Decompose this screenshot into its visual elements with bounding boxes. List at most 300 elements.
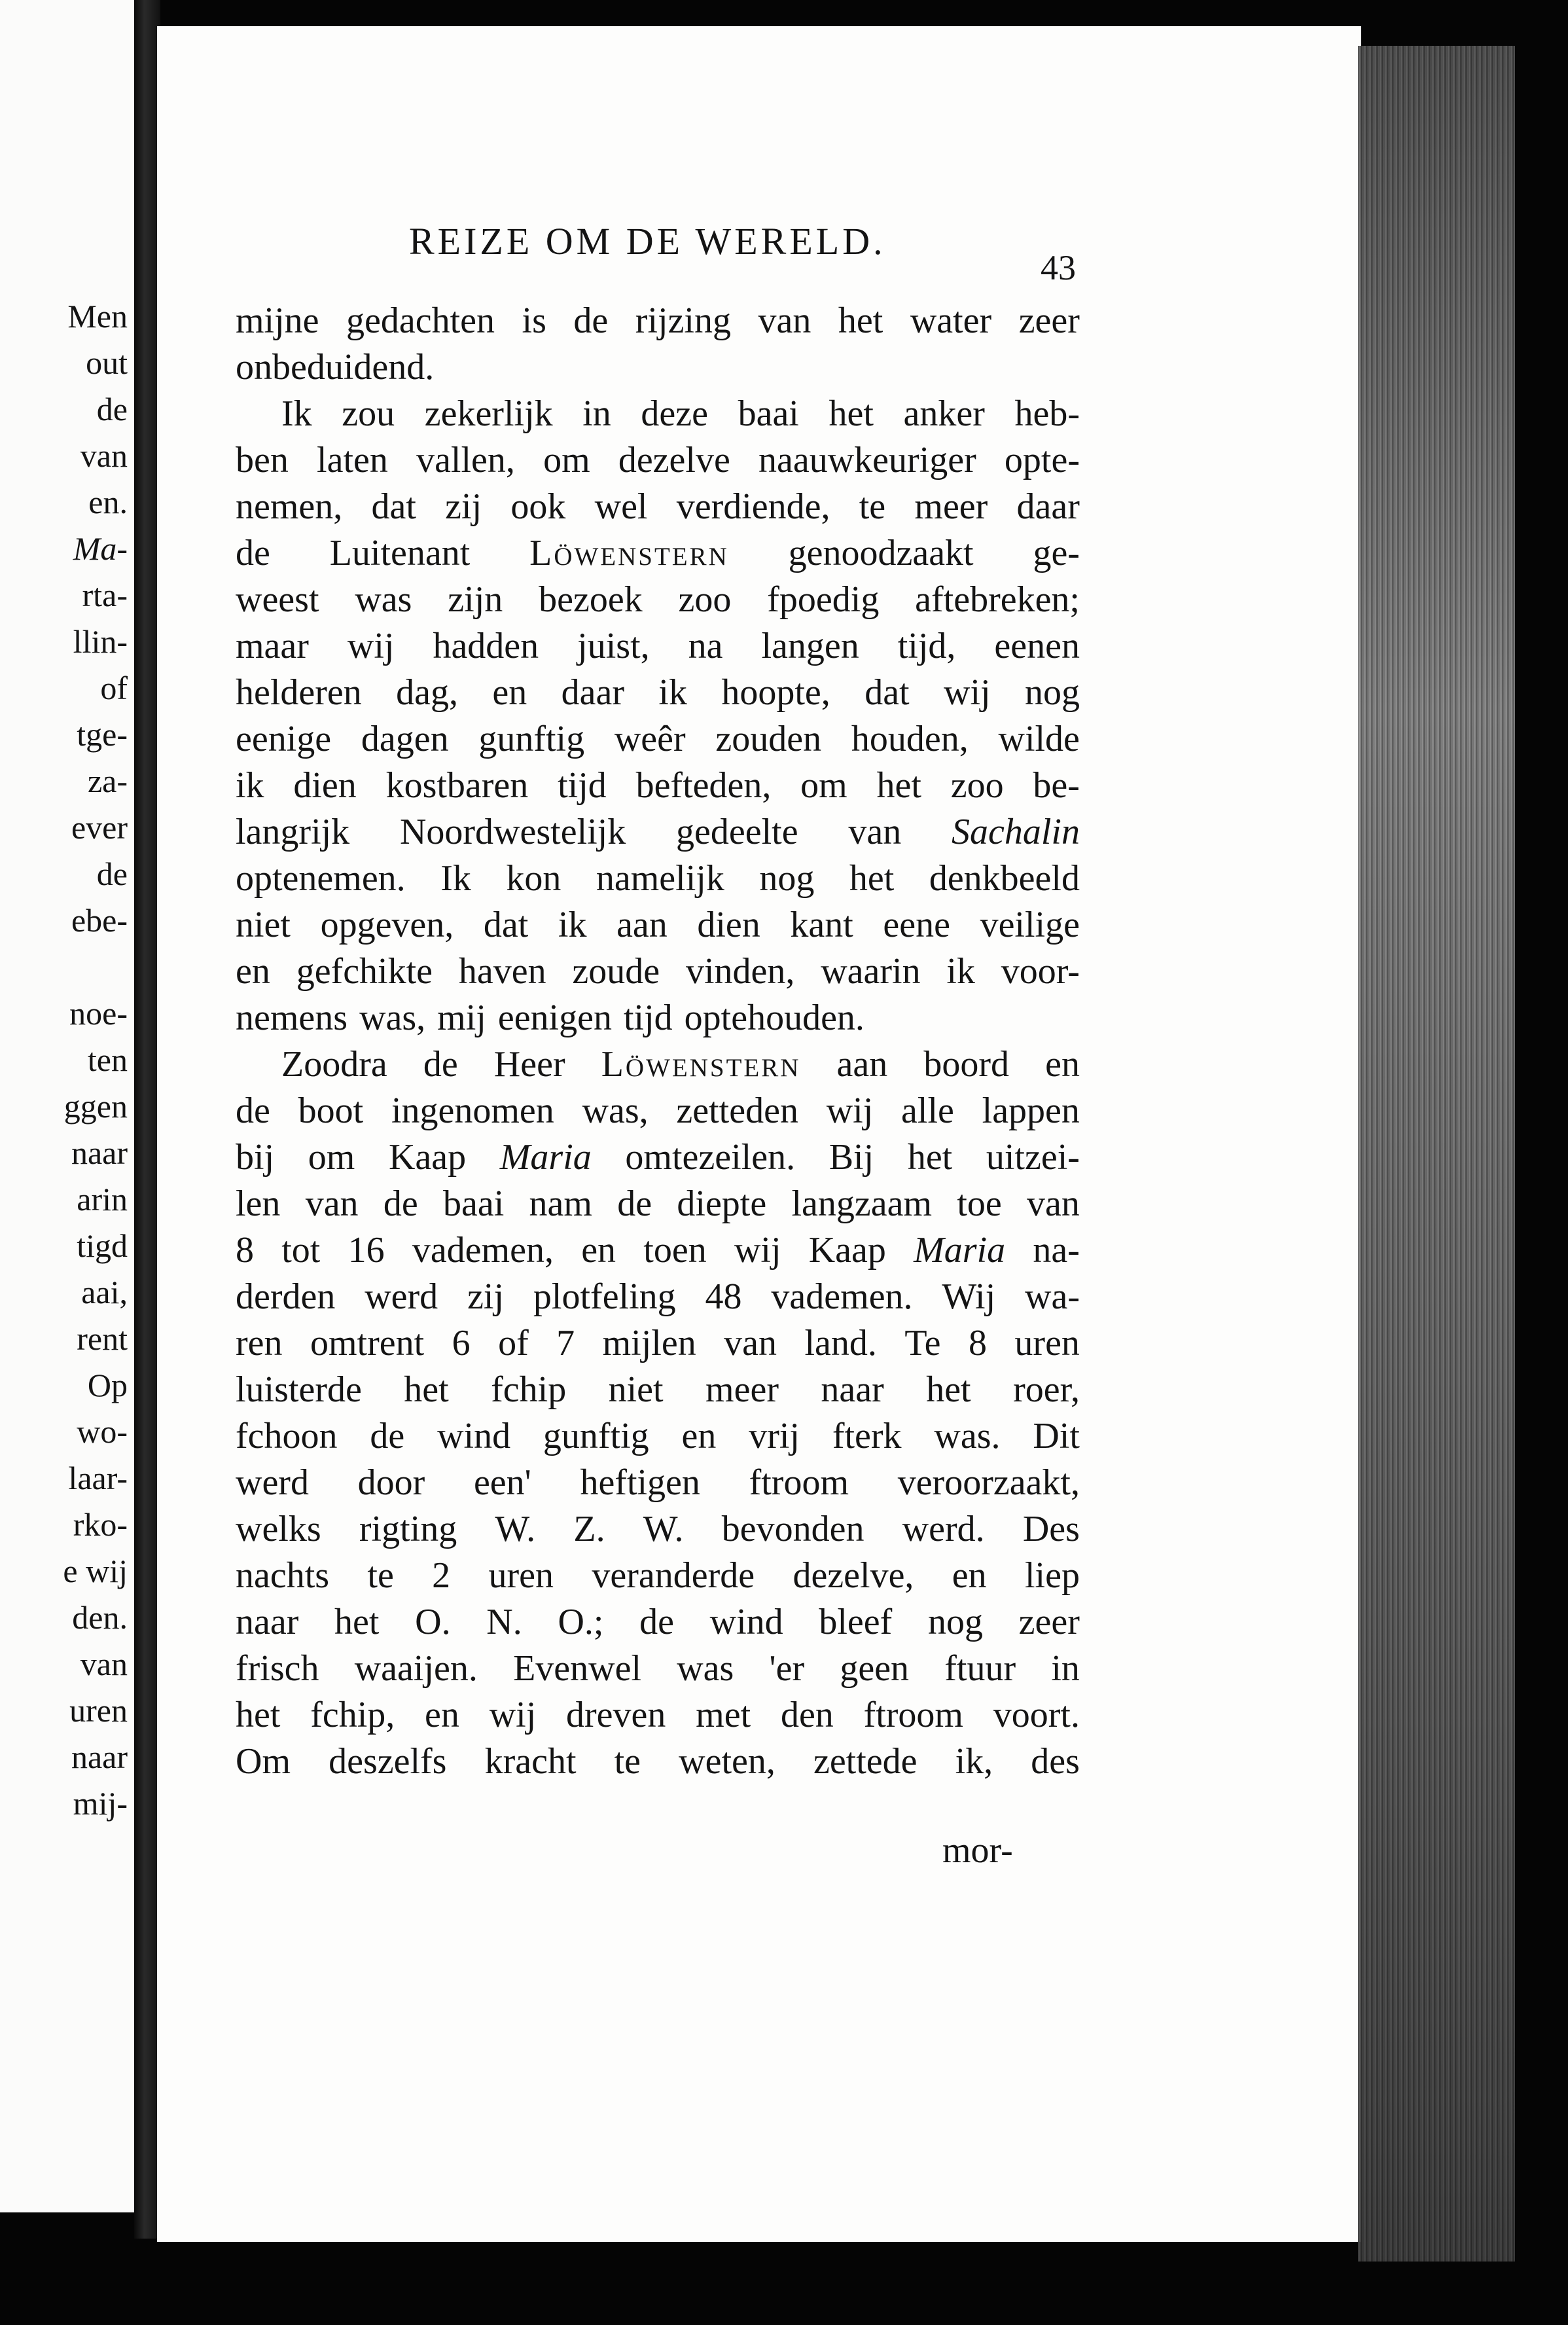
catchword: mor- <box>942 1830 1013 1871</box>
word: en <box>1045 1044 1080 1085</box>
page-edges <box>1358 46 1515 2262</box>
word: voort. <box>993 1695 1080 1735</box>
facing-page-line <box>63 944 128 990</box>
word: kracht <box>484 1741 577 1782</box>
word: Zoodra <box>281 1044 387 1085</box>
text-line <box>236 391 1080 437</box>
word: uitzei- <box>986 1137 1080 1178</box>
word: kostbaren <box>385 765 529 806</box>
word: was <box>677 1648 734 1689</box>
text-line <box>236 1413 1080 1460</box>
word: de <box>573 300 609 341</box>
word: toe <box>957 1183 1002 1224</box>
word: geen <box>840 1648 910 1689</box>
word: wel <box>594 486 648 527</box>
word: nog <box>927 1602 983 1642</box>
word: ik <box>558 905 587 945</box>
facing-page-line: ten <box>87 1041 128 1078</box>
word: optenemen. <box>236 858 406 899</box>
word: vinden, <box>685 951 795 992</box>
word: na- <box>1033 1230 1080 1271</box>
word: ren <box>236 1323 283 1363</box>
word: waarin <box>821 951 921 992</box>
text-line <box>236 1041 1080 1088</box>
text-line <box>236 902 1080 948</box>
word: daar <box>1016 486 1080 527</box>
word: langen <box>761 626 859 666</box>
word: in <box>1051 1648 1080 1689</box>
facing-page-line: naar <box>71 1739 128 1775</box>
word: hoopte, <box>721 672 830 713</box>
facing-page-line: mij- <box>73 1785 128 1822</box>
text-line <box>236 995 1080 1041</box>
word: zouden <box>715 719 822 759</box>
facing-page-line: aai, <box>81 1274 128 1310</box>
text-line <box>236 344 1080 391</box>
word: 48 <box>705 1276 742 1317</box>
word: befteden, <box>635 765 772 806</box>
facing-page-line: ever <box>71 809 128 846</box>
word: ftroom <box>863 1695 963 1735</box>
word: lappen <box>982 1090 1080 1131</box>
word: helderen <box>236 672 362 713</box>
word: wind <box>437 1416 511 1456</box>
word: wij <box>489 1695 537 1735</box>
word: zijn <box>448 579 503 620</box>
facing-page-line: Ma- <box>73 530 128 567</box>
text-line <box>236 809 1080 856</box>
word: kon <box>506 858 561 899</box>
word: gefchikte <box>296 951 433 992</box>
word: Om <box>236 1741 291 1782</box>
word: het <box>838 300 883 341</box>
word: bevonden <box>721 1509 864 1549</box>
word: dag, <box>396 672 459 713</box>
word: des <box>1031 1741 1080 1782</box>
word: door <box>357 1462 425 1503</box>
word: om <box>543 440 590 480</box>
word: gunftig <box>543 1416 649 1456</box>
word: en <box>492 672 527 713</box>
word: van <box>758 300 811 341</box>
text-line <box>236 1181 1080 1227</box>
word: omtrent <box>310 1323 425 1363</box>
word: zou <box>342 393 395 434</box>
word: optehouden. <box>684 998 864 1038</box>
word: haven <box>458 951 546 992</box>
word: 2 <box>432 1555 451 1596</box>
facing-page-line: rko- <box>73 1506 128 1543</box>
facing-page-line: of <box>100 670 128 706</box>
word: N. <box>486 1602 522 1642</box>
word: ben <box>236 440 289 480</box>
word: be- <box>1033 765 1080 806</box>
word: liep <box>1024 1555 1080 1596</box>
word: om <box>308 1137 355 1178</box>
word: boot <box>298 1090 364 1131</box>
word: gunftig <box>478 719 585 759</box>
text-line <box>236 670 1080 716</box>
word: de <box>370 1416 405 1456</box>
word: wind <box>709 1602 783 1642</box>
text-line <box>236 1599 1080 1646</box>
word: fchip <box>491 1369 567 1410</box>
word: 8 <box>968 1323 987 1363</box>
word: ik, <box>955 1741 993 1782</box>
word: heb- <box>1014 393 1080 434</box>
word: was <box>355 579 412 620</box>
text-line <box>236 1646 1080 1692</box>
word: veroorzaakt, <box>897 1462 1080 1503</box>
word: werd. <box>902 1509 985 1549</box>
facing-page-line: tigd <box>77 1227 128 1264</box>
facing-page <box>0 0 134 2212</box>
word: ge- <box>1033 533 1080 573</box>
word: vademen, <box>412 1230 554 1271</box>
word: Kaap <box>388 1137 467 1178</box>
word: een' <box>473 1462 531 1503</box>
word: dat <box>483 905 529 945</box>
word: was. <box>934 1416 1001 1456</box>
word: Ik <box>440 858 471 899</box>
word: te <box>367 1555 394 1596</box>
word: en <box>681 1416 717 1456</box>
word: was, <box>582 1090 649 1131</box>
facing-page-line: out <box>86 344 128 381</box>
word: van <box>305 1183 359 1224</box>
word: Te <box>904 1323 941 1363</box>
word: en <box>581 1230 616 1271</box>
word: naar <box>821 1369 884 1410</box>
word: het <box>334 1602 380 1642</box>
word: genoodzaakt <box>788 533 974 573</box>
facing-page-line: van <box>80 1646 128 1682</box>
word: O.; <box>558 1602 604 1642</box>
word: het <box>876 765 921 806</box>
word: langzaam <box>791 1183 933 1224</box>
word: weêr <box>614 719 686 759</box>
word: uren <box>1014 1323 1080 1363</box>
word: te <box>859 486 886 527</box>
page-number: 43 <box>1041 248 1076 287</box>
facing-page-line: laar- <box>68 1460 128 1496</box>
word: nemens <box>236 998 348 1038</box>
word: 6 <box>452 1323 471 1363</box>
text-line <box>236 1692 1080 1739</box>
word: naar <box>236 1602 299 1642</box>
facing-page-line: rent <box>77 1320 128 1357</box>
word: opte- <box>1004 440 1080 480</box>
word: denkbeeld <box>929 858 1080 899</box>
text-line <box>236 1320 1080 1367</box>
word: boord <box>923 1044 1009 1085</box>
word: zij <box>445 486 482 527</box>
word: ftroom <box>749 1462 849 1503</box>
word: niet <box>236 905 291 945</box>
word: diepte <box>677 1183 767 1224</box>
word: ik <box>236 765 264 806</box>
word: deze <box>641 393 708 434</box>
word: van <box>848 812 902 852</box>
word: O. <box>415 1602 451 1642</box>
word: en <box>236 951 270 992</box>
word: roer, <box>1013 1369 1080 1410</box>
word: het <box>907 1137 953 1178</box>
word: na <box>688 626 723 666</box>
facing-page-line: ggen <box>63 1088 128 1125</box>
word: deszelfs <box>329 1741 447 1782</box>
word: fchoon <box>236 1416 338 1456</box>
body-text <box>236 298 1080 1785</box>
word: veilige <box>980 905 1080 945</box>
text-line <box>236 1506 1080 1553</box>
book-gutter <box>134 0 160 2239</box>
word: dezelve <box>618 440 730 480</box>
word: mij <box>437 998 486 1038</box>
word: derden <box>236 1276 336 1317</box>
word: de <box>617 1183 652 1224</box>
word: waaijen. <box>354 1648 478 1689</box>
word: vallen, <box>416 440 515 480</box>
word: toen <box>643 1230 707 1271</box>
word: wij <box>826 1090 874 1131</box>
running-head: REIZE OM DE WERELD. <box>409 220 886 262</box>
word: ftuur <box>944 1648 1016 1689</box>
word: namelijk <box>596 858 724 899</box>
word: Noordwestelijk <box>399 812 626 852</box>
word: luisterde <box>236 1369 362 1410</box>
word: rijzing <box>635 300 731 341</box>
word: nog <box>759 858 815 899</box>
facing-page-line: arin <box>77 1181 128 1217</box>
word: rigting <box>359 1509 457 1549</box>
word: wij <box>734 1230 781 1271</box>
facing-page-line: rta- <box>82 577 128 613</box>
word: het <box>849 858 895 899</box>
text-line <box>236 577 1080 623</box>
word: werd <box>365 1276 438 1317</box>
facing-page-line: ebe- <box>71 902 128 939</box>
word: werd <box>236 1462 309 1503</box>
word: of <box>498 1323 529 1363</box>
text-line <box>236 1367 1080 1413</box>
word: Löwenstern <box>529 533 729 573</box>
word: het <box>926 1369 971 1410</box>
word: was, <box>359 998 426 1038</box>
word: baai <box>738 393 799 434</box>
word: nog <box>1024 672 1080 713</box>
facing-page-line: den. <box>72 1599 128 1636</box>
word: Des <box>1022 1509 1080 1549</box>
word: Wij <box>942 1276 996 1317</box>
facing-page-line: de <box>96 391 128 427</box>
word: zettede <box>813 1741 918 1782</box>
word: nemen, <box>236 486 343 527</box>
word: wij <box>347 626 395 666</box>
word: dagen <box>361 719 449 759</box>
word: dien <box>697 905 760 945</box>
word: onbeduidend. <box>236 347 435 388</box>
word: nachts <box>236 1555 330 1596</box>
word: meer <box>914 486 988 527</box>
word: dezelve, <box>793 1555 914 1596</box>
word: dreven <box>566 1695 666 1735</box>
word: Z. <box>573 1509 605 1549</box>
word: zoude <box>572 951 660 992</box>
word: naauwkeuriger <box>758 440 976 480</box>
word: Luitenant <box>329 533 471 573</box>
word: tijd, <box>897 626 956 666</box>
word: zeer <box>1018 1602 1080 1642</box>
word: en <box>952 1555 987 1596</box>
word: Ik <box>281 393 312 434</box>
word: zoo <box>950 765 1004 806</box>
facing-page-line: za- <box>87 763 128 799</box>
text-line <box>236 716 1080 763</box>
word: zetteden <box>676 1090 798 1131</box>
word: uren <box>488 1555 554 1596</box>
word: len <box>236 1183 281 1224</box>
word: aftebreken; <box>915 579 1080 620</box>
word: bleef <box>819 1602 893 1642</box>
word: 16 <box>347 1230 385 1271</box>
facing-page-line: tge- <box>77 716 128 753</box>
word: plotfeling <box>533 1276 676 1317</box>
word: fpoedig <box>767 579 880 620</box>
word: eenige <box>236 719 332 759</box>
word: aan <box>836 1044 888 1085</box>
word: aan <box>616 905 668 945</box>
word: met <box>696 1695 751 1735</box>
word: fterk <box>832 1416 902 1456</box>
word: gedachten <box>346 300 495 341</box>
facing-page-line: Op <box>87 1367 128 1403</box>
text-line <box>236 1227 1080 1274</box>
text-line <box>236 484 1080 530</box>
facing-page-line: llin- <box>73 623 128 660</box>
word: weest <box>236 579 319 620</box>
word: wilde <box>998 719 1080 759</box>
facing-page-line: en. <box>88 484 128 520</box>
word: dat <box>371 486 416 527</box>
facing-page-text <box>63 293 128 1827</box>
word: van <box>1027 1183 1080 1224</box>
word: opgeven, <box>320 905 454 945</box>
text-line <box>236 437 1080 484</box>
word: meer <box>705 1369 779 1410</box>
word: is <box>522 300 546 341</box>
word: om <box>800 765 847 806</box>
word: nam <box>529 1183 592 1224</box>
word: Heer <box>493 1044 565 1085</box>
text-line <box>236 763 1080 809</box>
word: laten <box>317 440 388 480</box>
word: Kaap <box>808 1230 886 1271</box>
word: Dit <box>1033 1416 1080 1456</box>
text-line <box>236 298 1080 344</box>
word: eenigen <box>497 998 612 1038</box>
word: en <box>425 1695 459 1735</box>
text-line <box>236 856 1080 902</box>
word: eene <box>883 905 950 945</box>
word: Sachalin <box>952 812 1080 852</box>
word: houden, <box>851 719 969 759</box>
word: Maria <box>914 1230 1006 1271</box>
word: bij <box>236 1137 275 1178</box>
word: wij <box>944 672 991 713</box>
text-line <box>236 1739 1080 1785</box>
word: hadden <box>433 626 539 666</box>
facing-page-line: van <box>80 437 128 474</box>
facing-page-line: e wij <box>63 1553 128 1589</box>
word: juist, <box>577 626 650 666</box>
word: Evenwel <box>513 1648 641 1689</box>
word: anker <box>903 393 985 434</box>
text-line <box>236 530 1080 577</box>
word: alle <box>901 1090 954 1131</box>
word: in <box>582 393 611 434</box>
facing-page-line: uren <box>69 1692 128 1729</box>
word: dat <box>864 672 910 713</box>
word: tijd <box>558 765 607 806</box>
word: niet <box>608 1369 664 1410</box>
word: de <box>423 1044 458 1085</box>
word: het <box>404 1369 449 1410</box>
text-line <box>236 1134 1080 1181</box>
word: 7 <box>556 1323 575 1363</box>
word: Bij <box>829 1137 874 1178</box>
word: langrijk <box>236 812 350 852</box>
word: weten, <box>679 1741 775 1782</box>
word: tot <box>281 1230 321 1271</box>
word: veranderde <box>592 1555 755 1596</box>
word: verdiende, <box>676 486 830 527</box>
word: zij <box>467 1276 505 1317</box>
word: welks <box>236 1509 321 1549</box>
text-line <box>236 948 1080 995</box>
word: het <box>829 393 874 434</box>
text-line <box>236 1460 1080 1506</box>
word: zekerlijk <box>424 393 553 434</box>
facing-page-line: noe- <box>69 995 128 1032</box>
word: heftigen <box>580 1462 700 1503</box>
word: zoo <box>678 579 732 620</box>
word: kant <box>790 905 853 945</box>
word: maar <box>236 626 309 666</box>
text-line <box>236 1553 1080 1599</box>
word: zeer <box>1018 300 1080 341</box>
word: fchip, <box>310 1695 395 1735</box>
word: eenen <box>994 626 1080 666</box>
word: voor- <box>1001 951 1080 992</box>
word: frisch <box>236 1648 319 1689</box>
word: 'er <box>769 1648 805 1689</box>
word: ook <box>510 486 566 527</box>
word: W. <box>643 1509 684 1549</box>
word: Maria <box>499 1137 592 1178</box>
word: de <box>383 1183 418 1224</box>
word: te <box>614 1741 641 1782</box>
word: 8 <box>236 1230 254 1271</box>
word: W. <box>495 1509 536 1549</box>
word: ik <box>658 672 687 713</box>
facing-page-line: wo- <box>77 1413 128 1450</box>
word: land. <box>804 1323 877 1363</box>
text-line <box>236 1088 1080 1134</box>
text-line <box>236 1274 1080 1320</box>
word: het <box>236 1695 281 1735</box>
word: omtezeilen. <box>625 1137 796 1178</box>
